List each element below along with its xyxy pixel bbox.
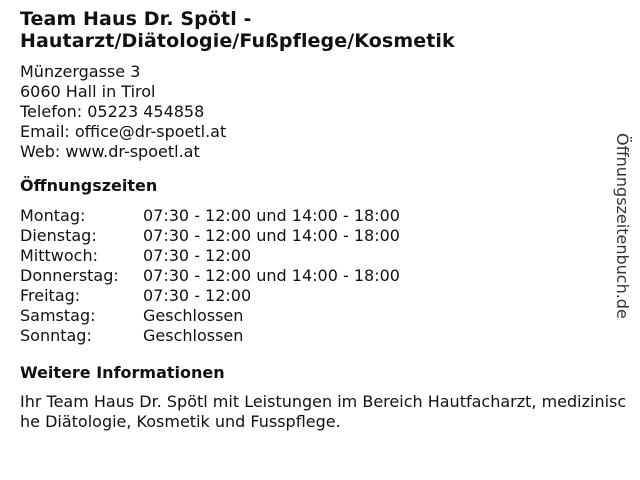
email-line: Email: office@dr-spoetl.at <box>20 122 227 141</box>
info-text: Ihr Team Haus Dr. Spötl mit Leistungen im Bereich Hautfacharzt, medizinische Diätologie, Kosmetik und Fusspflege. <box>20 392 627 431</box>
web-line: Web: www.dr-spoetl.at <box>20 142 200 161</box>
hours-day: Montag: <box>20 206 86 225</box>
hours-row <box>20 326 620 346</box>
hours-time: 07:30 - 12:00 <box>143 286 252 305</box>
hours-day: Freitag: <box>20 286 81 305</box>
info-heading: Weitere Informationen <box>20 363 225 382</box>
hours-day: Samstag: <box>20 306 96 325</box>
hours-row <box>20 246 620 266</box>
address-block <box>20 62 620 162</box>
city-line: 6060 Hall in Tirol <box>20 82 156 101</box>
hours-day: Sonntag: <box>20 326 92 345</box>
hours-row <box>20 306 620 326</box>
hours-day: Mittwoch: <box>20 246 98 265</box>
hours-heading: Öffnungszeiten <box>20 176 158 195</box>
hours-time: 07:30 - 12:00 und 14:00 - 18:00 <box>143 226 400 245</box>
hours-time: Geschlossen <box>143 326 244 345</box>
hours-time: 07:30 - 12:00 und 14:00 - 18:00 <box>143 266 400 285</box>
hours-row <box>20 206 620 226</box>
hours-table <box>20 206 620 346</box>
street-line: Münzergasse 3 <box>20 62 141 81</box>
hours-row <box>20 266 620 286</box>
hours-time: 07:30 - 12:00 <box>143 246 252 265</box>
hours-time: Geschlossen <box>143 306 244 325</box>
hours-day: Dienstag: <box>20 226 97 245</box>
hours-row <box>20 226 620 246</box>
hours-row <box>20 286 620 306</box>
watermark: Öffnungszeitenbuch.de <box>613 133 632 319</box>
hours-day: Donnerstag: <box>20 266 119 285</box>
business-title: Team Haus Dr. Spötl - Hautarzt/Diätologie/Fußpflege/Kosmetik <box>20 8 455 52</box>
phone-line: Telefon: 05223 454858 <box>20 102 205 121</box>
hours-time: 07:30 - 12:00 und 14:00 - 18:00 <box>143 206 400 225</box>
